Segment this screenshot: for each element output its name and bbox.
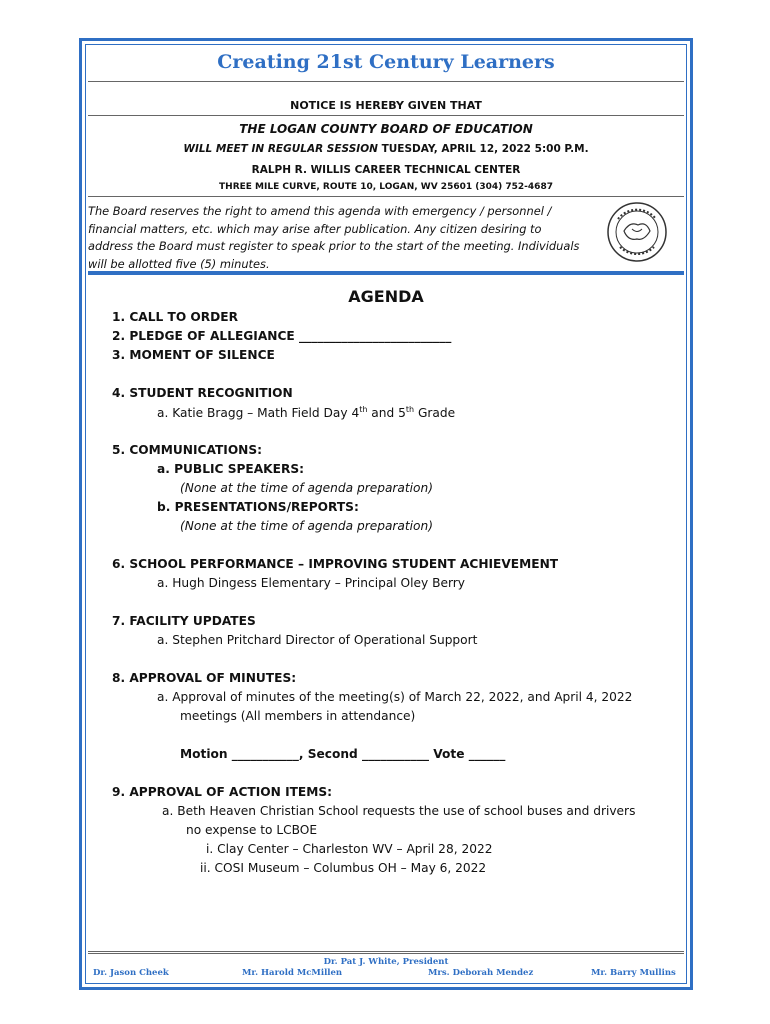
agenda-item: 4. STUDENT RECOGNITION — [112, 386, 293, 400]
divider — [88, 115, 684, 116]
footer-member: Mr. Barry Mullins — [591, 968, 676, 978]
agenda-subitem: a. Hugh Dingess Elementary – Principal Oley Berry — [157, 576, 465, 590]
agenda-item: 9. APPROVAL OF ACTION ITEMS: — [112, 785, 333, 799]
agenda-note: (None at the time of agenda preparation) — [180, 481, 433, 495]
agenda-note: (None at the time of agenda preparation) — [180, 519, 433, 533]
board-name: THE LOGAN COUNTY BOARD OF EDUCATION — [239, 122, 533, 136]
board-rights-notice: The Board reserves the right to amend this agenda with emergency / personnel / financial matters, etc. which may arise after publication. Any citizen desiring to address the Board must register to speak prior to the start of the meeting. Individuals will be allotted five (5) minutes. — [88, 204, 580, 271]
session-line — [82, 143, 690, 155]
footer-divider — [88, 951, 684, 954]
agenda-subitem: a. Approval of minutes of the meeting(s) of March 22, 2022, and April 4, 2022 — [157, 690, 633, 704]
agenda-item: 2. PLEDGE OF ALLEGIANCE _________________________ — [112, 329, 452, 343]
agenda-subitem — [157, 405, 455, 420]
county-seal-icon — [606, 201, 668, 263]
ordinal-suffix: th — [405, 405, 415, 414]
agenda-subitem-cont: no expense to LCBOE — [186, 823, 318, 837]
divider — [88, 196, 684, 197]
session-prefix: WILL MEET IN REGULAR SESSION — [183, 143, 378, 155]
notice-line: NOTICE IS HEREBY GIVEN THAT — [290, 99, 482, 112]
section-divider — [88, 271, 684, 275]
agenda-subsubitem: ii. COSI Museum – Columbus OH – May 6, 2022 — [200, 861, 487, 875]
footer-president: Dr. Pat J. White, President — [323, 957, 449, 967]
page-title: Creating 21st Century Learners — [217, 51, 555, 73]
agenda-subitem: a. PUBLIC SPEAKERS: — [157, 462, 304, 476]
agenda-subitem: a. Beth Heaven Christian School requests the use of school buses and drivers — [162, 804, 636, 818]
subitem-text: and 5 — [367, 406, 406, 421]
agenda-subitem: b. PRESENTATIONS/REPORTS: — [157, 500, 359, 514]
divider — [88, 81, 684, 82]
agenda-item: 6. SCHOOL PERFORMANCE – IMPROVING STUDENT ACHIEVEMENT — [112, 557, 559, 571]
agenda-item: 7. FACILITY UPDATES — [112, 614, 256, 628]
agenda-item: 3. MOMENT OF SILENCE — [112, 348, 275, 362]
session-date: TUESDAY, APRIL 12, 2022 5:00 P.M. — [381, 143, 589, 155]
ordinal-suffix: th — [359, 405, 368, 414]
location-line: RALPH R. WILLIS CAREER TECHNICAL CENTER — [251, 164, 521, 176]
page-frame — [79, 38, 693, 990]
agenda-subitem: a. Stephen Pritchard Director of Operational Support — [157, 633, 478, 647]
agenda-subitem-cont: meetings (All members in attendance) — [180, 709, 416, 723]
address-line: THREE MILE CURVE, ROUTE 10, LOGAN, WV 25601 (304) 752-4687 — [219, 182, 553, 192]
footer-member: Mrs. Deborah Mendez — [428, 968, 534, 978]
agenda-item: 1. CALL TO ORDER — [112, 310, 238, 324]
footer-member: Dr. Jason Cheek — [93, 968, 169, 978]
agenda-item: 5. COMMUNICATIONS: — [112, 443, 263, 457]
agenda-title: AGENDA — [348, 287, 424, 306]
agenda-item: 8. APPROVAL OF MINUTES: — [112, 671, 297, 685]
motion-line: Motion ___________, Second ___________ Vote ______ — [180, 747, 506, 761]
subitem-text: a. Katie Bragg – Math Field Day 4 — [157, 406, 360, 421]
agenda-subsubitem: i. Clay Center – Charleston WV – April 28, 2022 — [206, 842, 493, 856]
footer-member: Mr. Harold McMillen — [242, 968, 343, 978]
subitem-text: Grade — [414, 406, 456, 421]
